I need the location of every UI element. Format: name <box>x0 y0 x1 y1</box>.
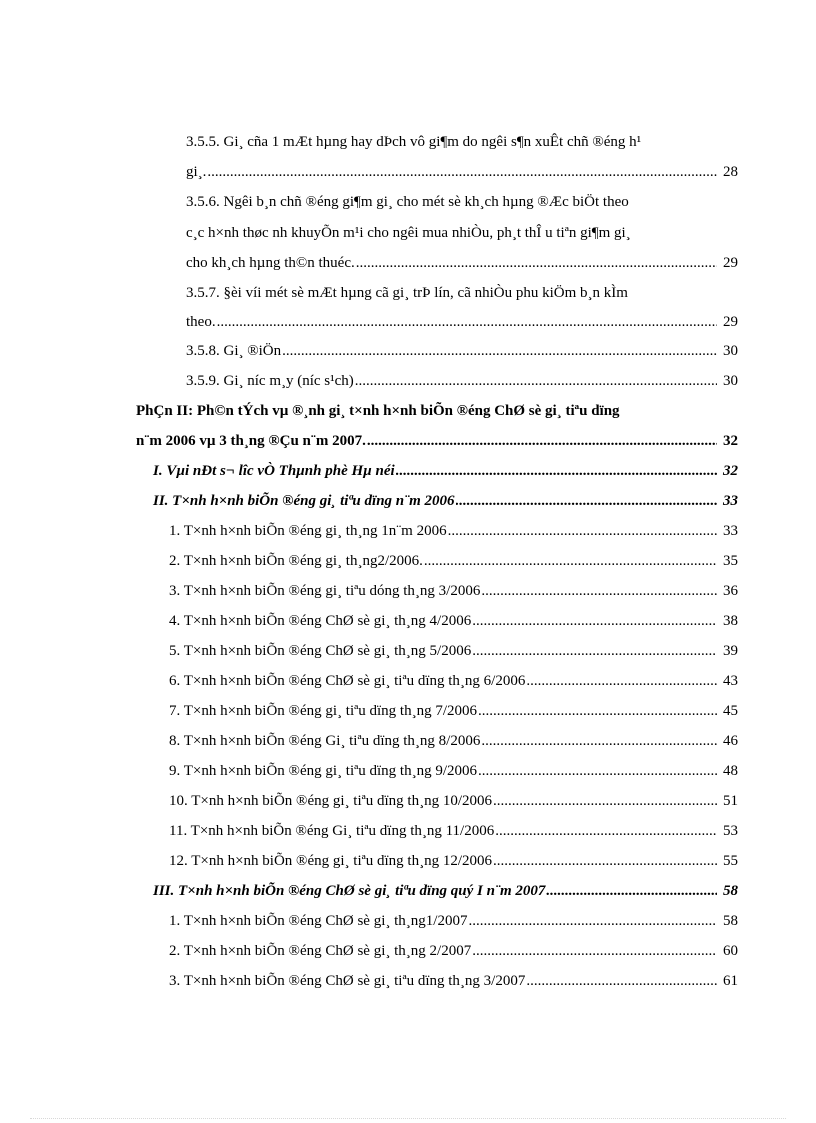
toc-entry-title: 7. T×nh h×nh biÕn ®éng gi¸ tiªu dïng th¸ng 7/2006 <box>169 703 477 719</box>
dot-leader <box>478 760 717 782</box>
toc-entry-text-line: 3.5.6. Ngêi b¸n chñ ®éng gi¶m gi¸ cho mét sè kh¸ch hµng ®Æc biÖt theo <box>186 194 629 210</box>
toc-entry[interactable] <box>169 640 738 662</box>
toc-entry[interactable] <box>169 790 738 812</box>
toc-entry-text-line: c¸c h×nh thøc nh khuyÕn m¹i cho ngêi mua nhiÒu, ph¸t thÎ u tiªn gi¶m gi¸ <box>186 225 631 241</box>
toc-entry-title: 9. T×nh h×nh biÕn ®éng gi¸ tiªu dïng th¸ng 9/2006 <box>169 763 477 779</box>
toc-page-number: 48 <box>723 763 738 779</box>
toc-page-number: 30 <box>723 343 738 359</box>
toc-entry[interactable] <box>169 580 738 602</box>
dot-leader <box>396 460 717 482</box>
dot-leader <box>493 790 717 812</box>
dot-leader <box>472 610 717 632</box>
dot-leader <box>355 370 717 392</box>
toc-entry[interactable] <box>169 940 738 962</box>
dot-leader <box>478 700 717 722</box>
toc-entry-title: 3. T×nh h×nh biÕn ®éng gi¸ tiªu dóng th¸ng 3/2006 <box>169 583 481 599</box>
dot-leader <box>424 550 717 572</box>
toc-entry-title: 1. T×nh h×nh biÕn ®éng gi¸ th¸ng 1n¨m 2006 <box>169 523 447 539</box>
dot-leader <box>526 670 717 692</box>
dot-leader <box>472 940 717 962</box>
toc-entry-title: theo. <box>186 314 216 330</box>
toc-entry-title: I. Vµi nÐt s¬ lîc vÒ Thµnh phè Hµ néi <box>153 463 395 479</box>
toc-page-number: 33 <box>723 523 738 539</box>
toc-entry[interactable] <box>186 311 738 333</box>
toc-entry[interactable] <box>169 520 738 542</box>
toc-page-number: 29 <box>723 255 738 271</box>
toc-entry-title: 2. T×nh h×nh biÕn ®éng gi¸ th¸ng2/2006. <box>169 553 423 569</box>
toc-page-number: 51 <box>723 793 738 809</box>
toc-section-entry[interactable] <box>153 490 738 512</box>
toc-entry[interactable] <box>169 970 738 992</box>
toc-page-number: 32 <box>723 463 738 479</box>
toc-entry-title: 2. T×nh h×nh biÕn ®éng ChØ sè gi¸ th¸ng 2/2007 <box>169 943 472 959</box>
toc-entry[interactable] <box>169 910 738 932</box>
dot-leader <box>207 161 717 183</box>
dot-leader <box>217 311 717 333</box>
toc-page-number: 38 <box>723 613 738 629</box>
toc-entry[interactable] <box>169 700 738 722</box>
toc-entry[interactable] <box>186 340 738 362</box>
toc-entry[interactable] <box>169 850 738 872</box>
toc-entry-text-line: 3.5.7. §èi víi mét sè mÆt hµng cã gi¸ trÞ lín, cã nhiÒu phu kiÖm b¸n kÌm <box>186 285 628 301</box>
dot-leader <box>481 730 717 752</box>
toc-entry-title: 3.5.9. Gi¸ níc m¸y (níc s¹ch) <box>186 373 354 389</box>
dot-leader <box>495 820 717 842</box>
dot-leader <box>493 850 717 872</box>
toc-section-entry[interactable] <box>153 880 738 902</box>
toc-section-entry[interactable] <box>153 460 738 482</box>
toc-entry-title: cho kh¸ch hµng th©n thuéc. <box>186 255 355 271</box>
toc-page-number: 55 <box>723 853 738 869</box>
toc-entry-title: 5. T×nh h×nh biÕn ®éng ChØ sè gi¸ th¸ng 5/2006 <box>169 643 472 659</box>
toc-entry-title: 4. T×nh h×nh biÕn ®éng ChØ sè gi¸ th¸ng 4/2006 <box>169 613 472 629</box>
dot-leader <box>472 640 717 662</box>
toc-entry-title: 6. T×nh h×nh biÕn ®éng ChØ sè gi¸ tiªu dïng th¸ng 6/2006 <box>169 673 526 689</box>
dot-leader <box>448 520 717 542</box>
toc-page-number: 33 <box>723 493 738 509</box>
toc-page-number: 32 <box>723 433 738 449</box>
dot-leader <box>356 252 717 274</box>
dot-leader <box>481 580 717 602</box>
toc-page-number: 35 <box>723 553 738 569</box>
toc-page-number: 30 <box>723 373 738 389</box>
toc-part-entry[interactable] <box>136 430 738 452</box>
toc-entry[interactable] <box>169 820 738 842</box>
toc-entry-title: 1. T×nh h×nh biÕn ®éng ChØ sè gi¸ th¸ng1/2007 <box>169 913 468 929</box>
dot-leader <box>468 910 717 932</box>
toc-entry-title: 12. T×nh h×nh biÕn ®éng gi¸ tiªu dïng th¸ng 12/2006 <box>169 853 492 869</box>
toc-entry-title: 10. T×nh h×nh biÕn ®éng gi¸ tiªu dïng th¸ng 10/2006 <box>169 793 492 809</box>
page-footer-divider <box>30 1118 786 1119</box>
toc-entry[interactable] <box>169 610 738 632</box>
toc-entry-title: 8. T×nh h×nh biÕn ®éng Gi¸ tiªu dïng th¸ng 8/2006 <box>169 733 481 749</box>
toc-entry-title: 11. T×nh h×nh biÕn ®éng Gi¸ tiªu dïng th¸ng 11/2006 <box>169 823 495 839</box>
dot-leader <box>367 430 717 452</box>
toc-entry[interactable] <box>169 730 738 752</box>
toc-entry[interactable] <box>169 670 738 692</box>
toc-page-number: 39 <box>723 643 738 659</box>
dot-leader <box>546 880 717 902</box>
toc-page-number: 58 <box>723 913 738 929</box>
toc-entry-title: 3.5.8. Gi¸ ®iÖn <box>186 343 282 359</box>
toc-page-number: 58 <box>723 883 738 899</box>
toc-entry[interactable] <box>169 760 738 782</box>
toc-part-heading-line: PhÇn II: Ph©n tÝch vµ ®¸nh gi¸ t×nh h×nh biÕn ®éng ChØ sè gi¸ tiªu dïng <box>136 403 620 419</box>
toc-page-number: 60 <box>723 943 738 959</box>
toc-page-number: 43 <box>723 673 738 689</box>
toc-entry-title: gi¸. <box>186 164 207 180</box>
toc-entry-title: n¨m 2006 vµ 3 th¸ng ®Çu n¨m 2007. <box>136 433 366 449</box>
toc-entry[interactable] <box>186 370 738 392</box>
toc-page-number: 61 <box>723 973 738 989</box>
dot-leader <box>282 340 717 362</box>
toc-page-number: 45 <box>723 703 738 719</box>
toc-page-number: 53 <box>723 823 738 839</box>
toc-page-number: 28 <box>723 164 738 180</box>
toc-page-number: 36 <box>723 583 738 599</box>
toc-entry-text-line: 3.5.5. Gi¸ cña 1 mÆt hµng hay dÞch vô gi¶m do ngêi s¶n xuÊt chñ ®éng h¹ <box>186 134 642 150</box>
toc-entry-title: II. T×nh h×nh biÕn ®éng gi¸ tiªu dïng n¨m 2006 <box>153 493 455 509</box>
toc-entry[interactable] <box>169 550 738 572</box>
toc-entry-title: 3. T×nh h×nh biÕn ®éng ChØ sè gi¸ tiªu dïng th¸ng 3/2007 <box>169 973 526 989</box>
dot-leader <box>526 970 717 992</box>
toc-entry[interactable] <box>186 161 738 183</box>
dot-leader <box>456 490 717 512</box>
toc-entry-title: III. T×nh h×nh biÕn ®éng ChØ sè gi¸ tiªu dïng quý I n¨m 2007 <box>153 883 546 899</box>
toc-page-number: 46 <box>723 733 738 749</box>
toc-entry[interactable] <box>186 252 738 274</box>
toc-page-number: 29 <box>723 314 738 330</box>
